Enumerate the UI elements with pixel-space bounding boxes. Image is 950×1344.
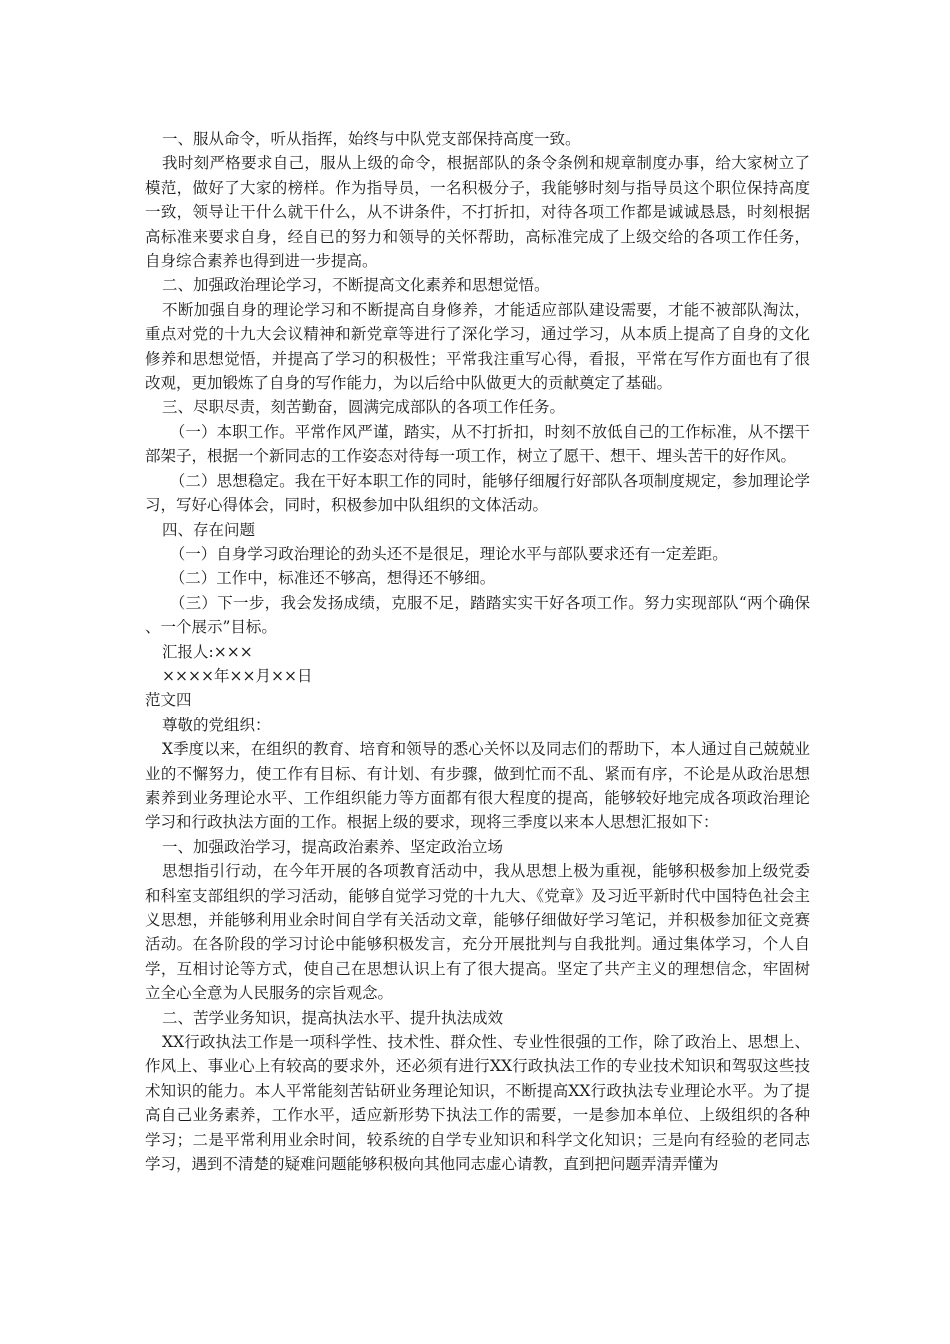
paragraph: 汇报人:××× (162, 642, 253, 661)
paragraph: 我时刻严格要求自己，服从上级的命令，根据部队的条令条例和规章制度办事，给大家树立了模范，做好了大家的榜样。作为指导员，一名积极分子，我能够时刻与指导员这个职位保持高度一致，领导让干什么就干什么，从不讲条件，不打折扣，对待各项工作都是诚诚恳恳，时刻根据高标准来要求自身，经自已的努力和领导的关怀帮助，高标准完成了上级交给的各项工作任务，自身综合素养也得到进一步提高。 (145, 154, 810, 271)
document-body (145, 127, 810, 1176)
paragraph: ××××年××月××日 (162, 666, 313, 685)
paragraph: 二、苦学业务知识，提高执法水平、提升执法成效 (162, 1008, 504, 1027)
paragraph: XX行政执法工作是一项科学性、技术性、群众性、专业性很强的工作，除了政治上、思想上、作风上、事业心上有较高的要求外，还必须有进行XX行政执法工作的专业技术知识和驾驭这些技术知识的能力。本人平常能刻苦钻研业务理论知识，不断提高XX行政执法专业理论水平。为了提高自己业务素养，工作水平，适应新形势下执法工作的需要，一是参加本单位、上级组织的各种学习；二是平常利用业余时间，较系统的自学专业知识和科学文化知识；三是向有经验的老同志学习，遇到不清楚的疑难问题能够积极向其他同志虚心请教，直到把问题弄清弄懂为 (145, 1033, 810, 1174)
paragraph: 范文四 (145, 691, 192, 710)
paragraph: 尊敬的党组织： (162, 715, 271, 734)
paragraph: X季度以来，在组织的教育、培育和领导的悉心关怀以及同志们的帮助下，本人通过自己兢兢业业的不懈努力，使工作有目标、有计划、有步骤，做到忙而不乱、紧而有序，不论是从政治思想素养到业务理论水平、工作组织能力等方面都有很大程度的提高，能够较好地完成各项政治理论学习和行政执法方面的工作。根据上级的要求，现将三季度以来本人思想汇报如下： (145, 740, 810, 832)
paragraph: 不断加强自身的理论学习和不断提高自身修养，才能适应部队建设需要，才能不被部队淘汰，重点对党的十九大会议精神和新党章等进行了深化学习，通过学习，从本质上提高了自身的文化修养和思想觉悟，并提高了学习的积极性；平常我注重写心得，看报，平常在写作方面也有了很改观，更加锻炼了自身的写作能力，为以后给中队做更大的贡献奠定了基础。 (145, 300, 810, 393)
paragraph: （一）自身学习政治理论的劲头还不是很足，理论水平与部队要求还有一定差距。 (169, 544, 728, 563)
paragraph: 一、加强政治学习，提高政治素养、坚定政治立场 (162, 837, 504, 856)
paragraph: 四、存在问题 (162, 520, 256, 539)
paragraph: （三）下一步，我会发扬成绩，克服不足，踏踏实实干好各项工作。努力实现部队“两个确保、一个展示”目标。 (145, 593, 810, 637)
paragraph: （二）思想稳定。我在干好本职工作的同时，能够仔细履行好部队各项制度规定，参加理论学习，写好心得体会，同时，积极参加中队组织的文体活动。 (145, 471, 810, 515)
paragraph: 三、尽职尽责，刻苦勤奋，圆满完成部队的各项工作任务。 (162, 398, 566, 417)
paragraph: 思想指引行动，在今年开展的各项教育活动中，我从思想上极为重视，能够积极参加上级党委和科室支部组织的学习活动，能够自觉学习党的十九大、《党章》及习近平新时代中国特色社会主义思想，并能够利用业余时间自学有关活动文章，能够仔细做好学习笔记，并积极参加征文竞赛活动。在各阶段的学习讨论中能够积极发言，充分开展批判与自我批判。通过集体学习，个人自学，互相讨论等方式，使自己在思想认识上有了很大提高。坚定了共产主义的理想信念，牢固树立全心全意为人民服务的宗旨观念。 (145, 862, 810, 1003)
paragraph: （一）本职工作。平常作风严谨，踏实，从不打折扣，时刻不放低自己的工作标准，从不摆干部架子，根据一个新同志的工作姿态对待每一项工作，树立了愿干、想干、埋头苦干的好作风。 (145, 422, 810, 466)
paragraph: 一、服从命令，听从指挥，始终与中队党支部保持高度一致。 (162, 130, 581, 148)
paragraph: 二、加强政治理论学习，不断提高文化素养和思想觉悟。 (162, 276, 550, 295)
paragraph: （二）工作中，标准还不够高，想得还不够细。 (169, 569, 496, 588)
